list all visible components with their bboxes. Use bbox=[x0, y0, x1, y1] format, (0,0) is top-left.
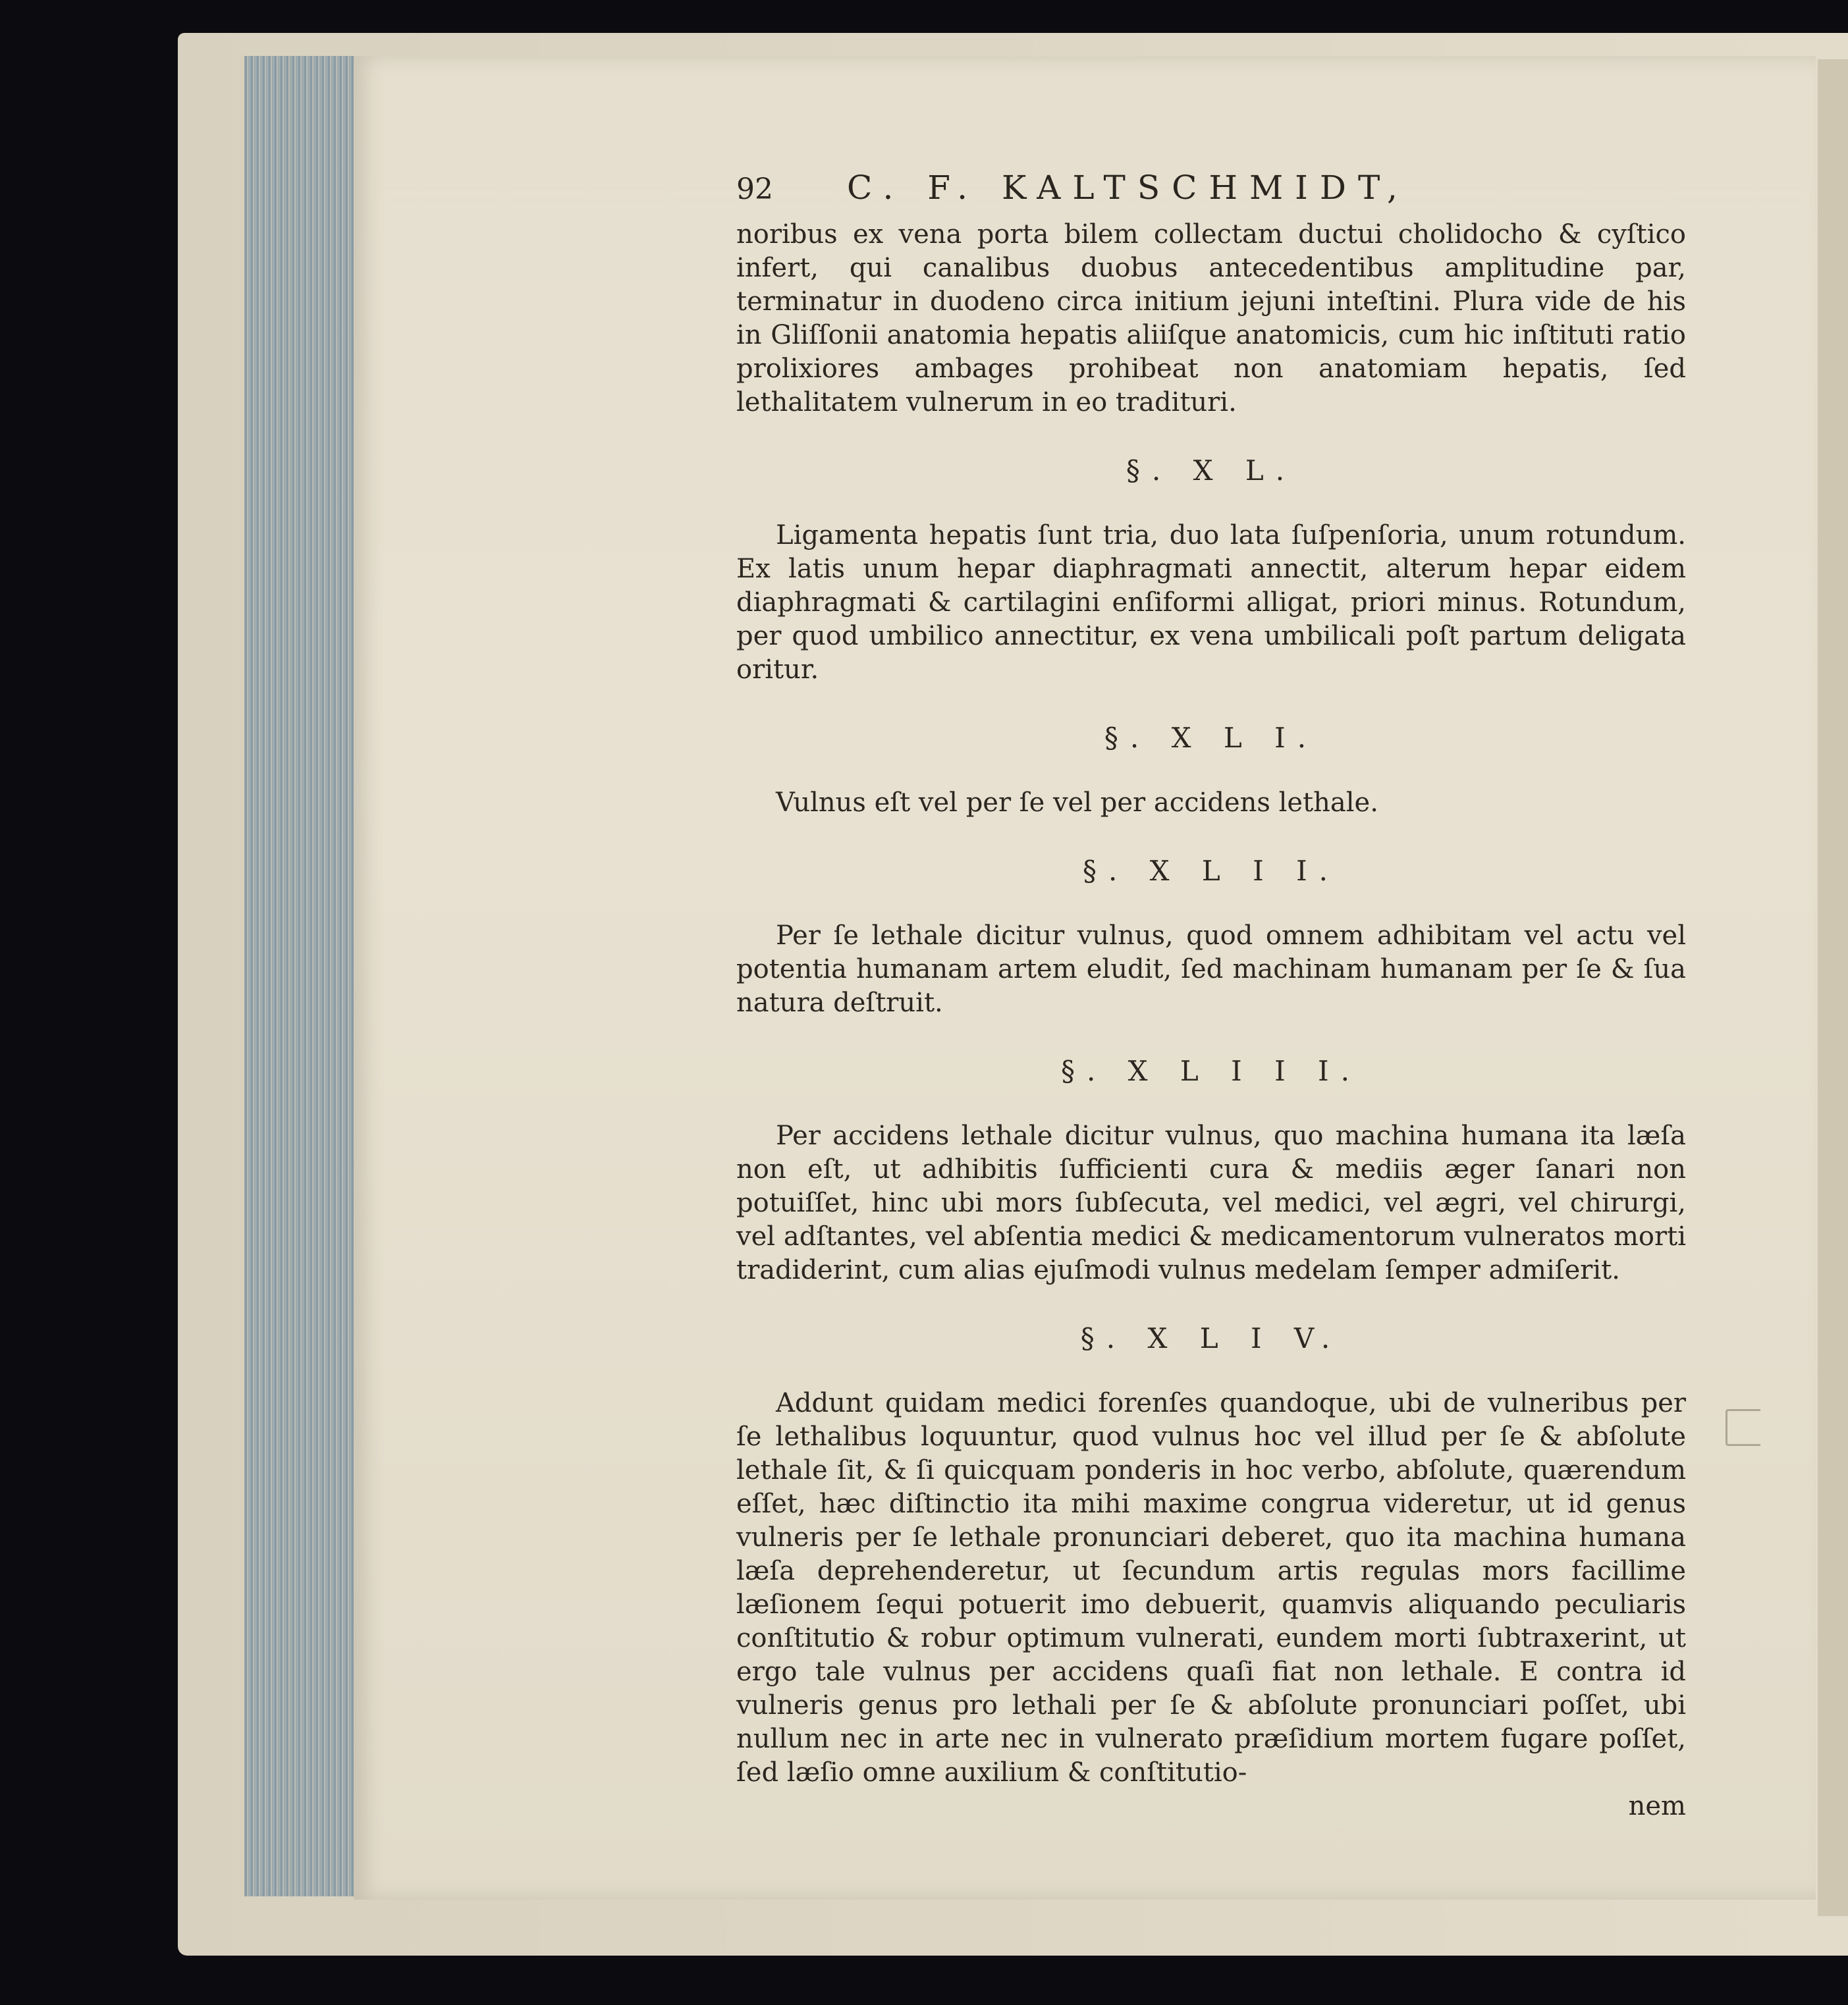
running-head bbox=[736, 171, 1686, 206]
text-block bbox=[736, 171, 1686, 1823]
catchword: nem bbox=[1628, 1791, 1686, 1821]
section-text-xliv: Addunt quidam medici forenſes quandoque, ubi de vulneribus per ſe lethalibus loquuntur, quod vulnus hoc vel illud per ſe & abſolute lethale ſit, & ſi quicquam ponderis in hoc verbo, abſolute, quærendum eſſet, hæc diſtinctio ita mihi maxime congrua videretur, ut id genus vulneris per ſe lethale pronunciari deberet, quo ita machina humana læſa deprehenderetur, ut ſecundum artis regulas mors facillime læſionem ſequi potuerit imo debuerit, quamvis aliquando peculiaris conſtitutio & robur optimum vulnerati, eundem morti ſubtraxerint, ut ergo tale vulnus per accidens quaſi fiat non lethale. E contra id vulneris genus pro lethali per ſe & abſolute pronunciari poſſet, ubi nullum nec in arte nec in vulnerato præſidium mortem fugare poſſet, ſed læſio omne auxilium & conſtitutio- bbox=[736, 1388, 1686, 1788]
section-heading-xlii: §. X L I I. bbox=[1082, 855, 1340, 887]
section-heading-xl: §. X L. bbox=[1126, 454, 1297, 487]
section-heading-xli: §. X L I. bbox=[1104, 722, 1318, 754]
section-text-xli: Vulnus eſt vel per ſe vel per accidens lethale. bbox=[776, 788, 1378, 818]
section-text-xl: Ligamenta hepatis ſunt tria, duo lata ſuſpenſoria, unum rotundum. Ex latis unum hepar diaphragmati annectit, alterum hepar eidem diaphragmati & cartilagini enſiformi alligat, priori minus. Rotundum, per quod umbilico annectitur, ex vena umbilicali poſt partum deligata oritur. bbox=[736, 520, 1686, 685]
margin-mark bbox=[1726, 1409, 1760, 1446]
section-heading-xliv: §. X L I V. bbox=[1080, 1322, 1342, 1354]
page-number: 92 bbox=[736, 173, 773, 206]
facing-page-edge bbox=[1818, 59, 1848, 1916]
section-text-xliii: Per accidens lethale dicitur vulnus, quo machina humana ita læſa non eſt, ut adhibitis ſufficienti cura & mediis æger ſanari non potuiſſet, hinc ubi mors ſubſecuta, vel medici, vel ægri, vel chirurgi, vel adſtantes, vel abſentia medici & medicamentorum vulneratos morti tradiderint, cum alias ejuſmodi vulnus medelam ſemper admiſerit. bbox=[736, 1121, 1686, 1285]
section-text-xlii: Per ſe lethale dicitur vulnus, quod omnem adhibitam vel actu vel potentia humanam artem eludit, ſed machinam humanam per ſe & ſua natura deſtruit. bbox=[736, 921, 1686, 1018]
page-edges bbox=[240, 56, 358, 1896]
intro-paragraph: noribus ex vena porta bilem collectam ductui cholidocho & cyſtico infert, qui canalibus duobus antecedentibus amplitudine par, terminatur in duodeno circa initium jejuni inteſtini. Plura vide de his in Gliſſonii anatomia hepatis aliiſque anatomicis, cum hic inſtituti ratio prolixiores ambages prohibeat non anatomiam hepatis, ſed lethalitatem vulnerum in eo tradituri. bbox=[736, 219, 1686, 417]
author-heading: C. F. KALTSCHMIDT, bbox=[847, 169, 1409, 207]
section-heading-xliii: §. X L I I I. bbox=[1060, 1055, 1362, 1087]
